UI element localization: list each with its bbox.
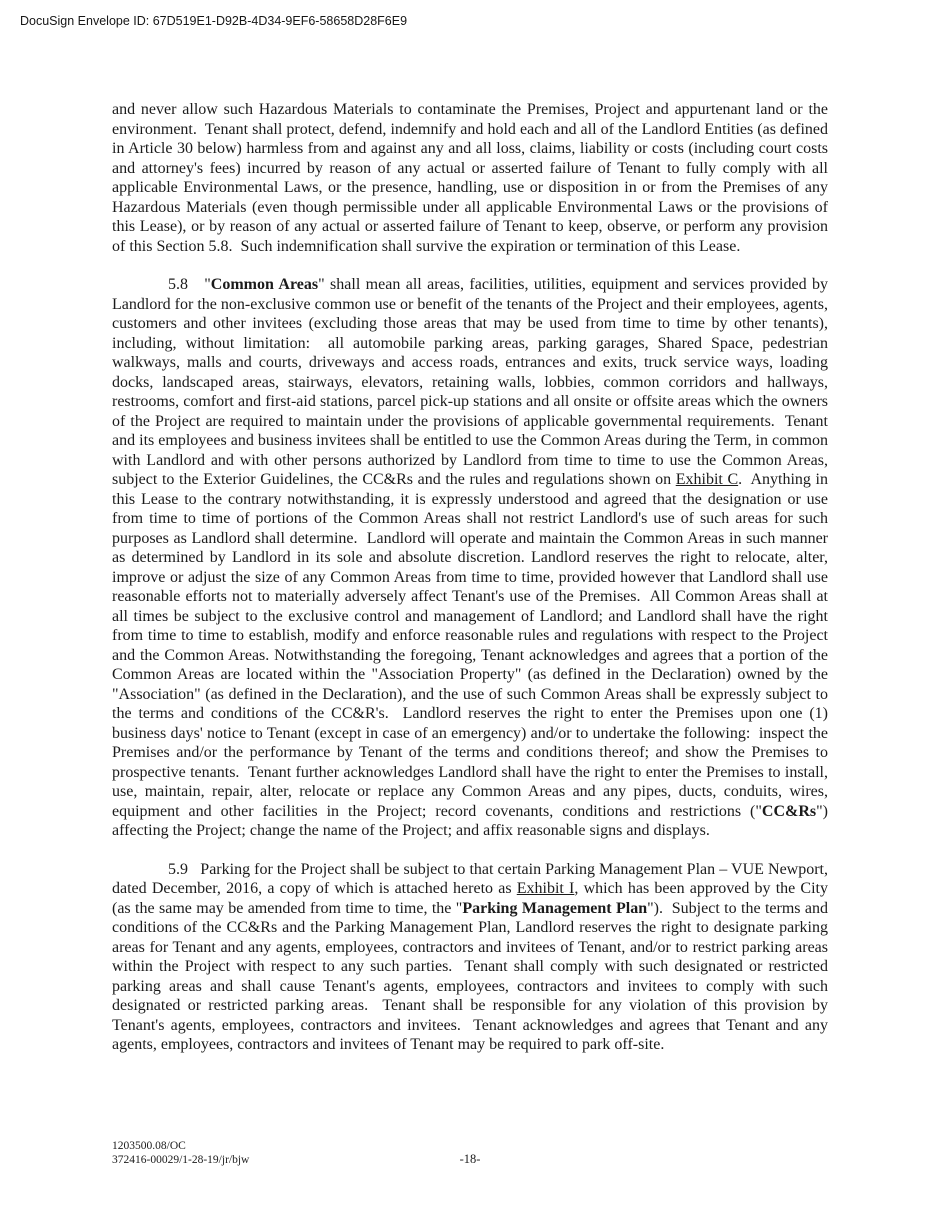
- text-segment: ") affecting the Project; change the name of the Project; and affix reasonable signs and displays.: [112, 802, 828, 839]
- text-segment: 5.9 Parking for the Project shall be subject to that certain Parking Management Plan – VUE Newport, dated December, 2016, a copy of which is attached hereto as: [112, 860, 828, 897]
- text-segment: 5.8 ": [168, 276, 211, 293]
- text-segment: "). Subject to the terms and conditions of the CC&Rs and the Parking Management Plan, Landlord reserves the right to designate parking areas for Tenant and any agents, employees, contractors and invitees of Tenant, and/or to restrict parking areas within the Project with respect to any such parties. Tenant shall comply with such designated or restricted parking areas and shall cause Tenant's agents, employees, contractors and invitees to comply with such designated or restricted parking areas. Tenant shall be responsible for any violation of this provision by Tenant's agents, employees, contractors and invitees. Tenant acknowledges and agrees that Tenant and any agents, employees, contractors and invitees of Tenant may be required to park off-site.: [112, 899, 828, 1053]
- paragraph-section-5-8-common-areas: [112, 275, 828, 841]
- text-segment: . Anything in this Lease to the contrary notwithstanding, it is expressly understood and agreed that the designation or use from time to time of portions of the Common Areas shall not restrict Landlord's use of such areas for such purposes as Landlord shall determine. Landlord will operate and maintain the Common Areas in such manner as determined by Landlord in its sole and absolute discretion. Landlord reserves the right to relocate, alter, improve or adjust the size of any Common Areas from time to time, provided however that Landlord shall use reasonable efforts not to materially adversely affect Tenant's use of the Premises. All Common Areas shall at all times be subject to the exclusive control and management of Landlord; and Landlord shall have the right from time to time to establish, modify and enforce reasonable rules and regulations with respect to the Project and the Common Areas. Notwithstanding the foregoing, Tenant acknowledges and agrees that a portion of the Common Areas are located within the "Association Property" (as defined in the Declaration) owned by the "Association" (as defined in the Declaration), and the use of such Common Areas shall be expressly subject to the terms and conditions of the CC&R's. Landlord reserves the right to enter the Premises upon one (1) business days' notice to Tenant (except in case of an emergency) and/or to undertake the following: inspect the Premises and/or the performance by Tenant of the terms and conditions thereof; and show the Premises to prospective tenants. Tenant further acknowledges Landlord shall have the right to enter the Premises to install, use, maintain, repair, alter, relocate or replace any Common Areas and any pipes, ducts, conduits, wires, equipment and other facilities in the Project; record covenants, conditions and restrictions (": [112, 471, 828, 820]
- underlined-text-segment: Exhibit I: [516, 880, 575, 897]
- paragraph-hazardous-materials-continuation: [112, 100, 828, 256]
- docusign-envelope-id: DocuSign Envelope ID: 67D519E1-D92B-4D34-9EF6-58658D28F6E9: [20, 14, 408, 28]
- text-segment: and never allow such Hazardous Materials to contaminate the Premises, Project and appurtenant land or the environment. Tenant shall protect, defend, indemnify and hold each and all of the Landlord Entities (as defined in Article 30 below) harmless from and against any and all loss, claims, liability or costs (including court costs and attorney's fees) incurred by reason of any actual or asserted failure of Tenant to fully comply with all applicable Environmental Laws, or the presence, handling, use or disposition in or from the Premises of any Hazardous Materials (even though permissible under all applicable Environmental Laws or the provisions of this Lease), or by reason of any actual or asserted failure of Tenant to keep, observe, or perform any provision of this Section 5.8. Such indemnification shall survive the expiration or termination of this Lease.: [112, 101, 828, 255]
- footer-file-number: 1203500.08/OC: [112, 1140, 186, 1152]
- bold-text-segment: CC&Rs: [761, 802, 817, 820]
- text-segment: , which has been approved by the City (as the same may be amended from time to time, the ": [112, 880, 828, 917]
- bold-text-segment: Parking Management Plan: [462, 899, 648, 917]
- footer-doc-reference: 372416-00029/1-28-19/jr/bjw: [112, 1153, 250, 1166]
- document-body: [112, 100, 828, 1074]
- bold-text-segment: Common Areas: [210, 276, 319, 293]
- underlined-text-segment: Exhibit C: [675, 471, 739, 488]
- page-number: -18-: [459, 1152, 481, 1166]
- paragraph-section-5-9-parking: [112, 860, 828, 1055]
- text-segment: " shall mean all areas, facilities, utilities, equipment and services provided by Landlord for the non-exclusive common use or benefit of the tenants of the Project and their employees, agents, customers and other invitees (excluding those areas that may be used from time to time by other tenants), including, without limitation: all automobile parking areas, parking garages, Shared Space, pedestrian walkways, malls and courts, driveways and access roads, entrances and exits, truck service ways, loading docks, landscaped areas, stairways, elevators, retaining walls, lobbies, common corridors and hallways, restrooms, comfort and first-aid stations, parcel pick-up stations and all onsite or offsite areas which the owners of the Project are required to maintain under the provisions of applicable governmental requirements. Tenant and its employees and business invitees shall be entitled to use the Common Areas during the Term, in common with Landlord and with other persons authorized by Landlord from time to time to use the Common Areas, subject to the Exterior Guidelines, the CC&Rs and the rules and regulations shown on: [112, 276, 829, 488]
